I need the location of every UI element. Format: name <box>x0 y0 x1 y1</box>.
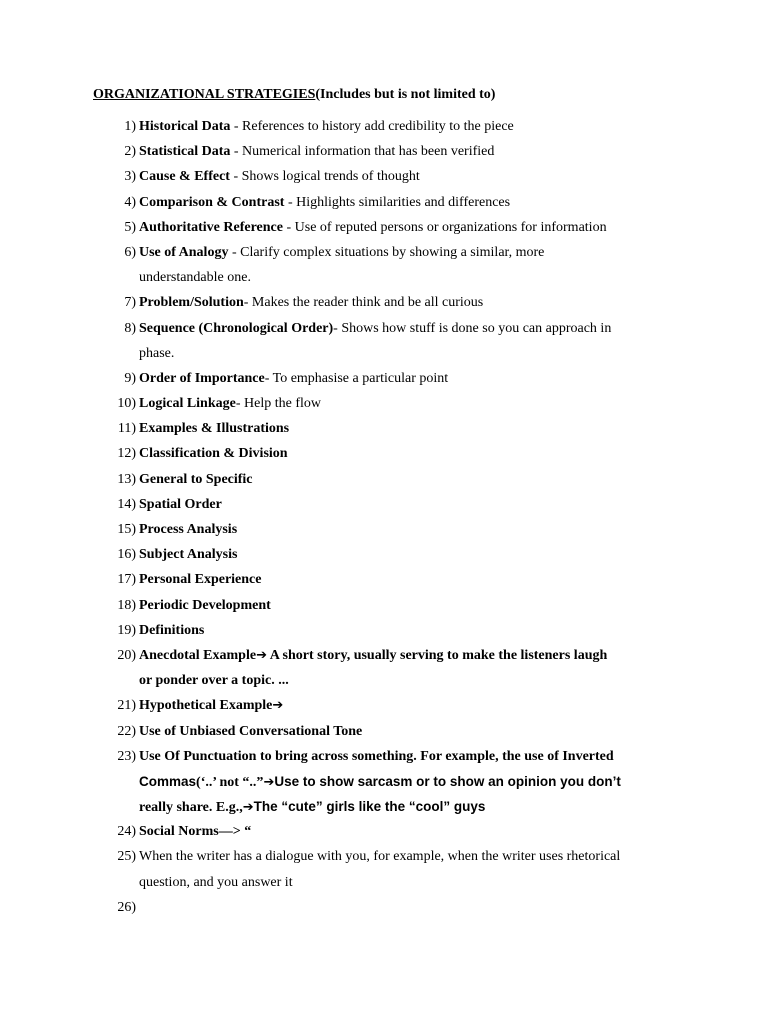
item-number: 17) <box>117 572 136 588</box>
list-item <box>0 542 768 567</box>
item-continuation: understandable one. <box>139 270 251 286</box>
item-term: Cause & Effect <box>139 169 230 185</box>
item-number: 6) <box>124 244 136 260</box>
item-description: - Numerical information that has been verified <box>230 144 495 160</box>
list-item <box>0 240 768 290</box>
item-description: - Shows logical trends of thought <box>229 169 420 185</box>
item-number: 1) <box>124 119 136 134</box>
item-description: - To emphasise a particular point <box>264 370 449 386</box>
item-number: 14) <box>117 496 136 512</box>
arrow-right-icon: ➔ <box>256 647 267 663</box>
item-term: Periodic Development <box>139 597 271 613</box>
arrow-right-icon: ➔ <box>242 800 254 816</box>
item-description: When the writer has a dialogue with you, for example, when the writer uses rhetorical <box>139 849 621 865</box>
item-term: Problem/Solution <box>139 295 244 311</box>
list-item <box>0 316 768 366</box>
list-item <box>0 643 768 693</box>
item-term: Use Of Punctuation to bring across something. For example, the use of Inverted <box>139 748 614 764</box>
item-term: Anecdotal Example <box>139 647 257 663</box>
item-continuation: or ponder over a topic. ... <box>139 673 289 689</box>
item-description: - Clarify complex situations by showing a similar, more <box>228 244 545 260</box>
item-number: 9) <box>124 370 136 386</box>
heading-title: ORGANIZATIONAL STRATEGIES <box>93 87 316 102</box>
list-item <box>0 416 768 441</box>
strategies-list <box>0 114 768 920</box>
item-number: 20) <box>117 647 136 663</box>
list-item <box>0 114 768 139</box>
list-item <box>0 139 768 164</box>
item-term: Sequence (Chronological Order) <box>139 320 334 336</box>
item-number: 21) <box>117 698 136 714</box>
item-term: Comparison & Contrast <box>139 194 285 210</box>
list-item <box>0 391 768 416</box>
item-description: - Shows how stuff is done so you can approach in <box>333 320 612 336</box>
item-number: 15) <box>117 522 136 537</box>
list-item <box>0 593 768 618</box>
item-term: Personal Experience <box>139 572 262 588</box>
item-number: 8) <box>124 320 136 336</box>
item-continuation: Commas(‘..’ not “..”➔Use to show sarcasm or to show an opinion you don’t <box>139 773 621 790</box>
list-item <box>0 441 768 466</box>
item-number: 13) <box>117 471 136 487</box>
item-description: A short story, usually serving to make the listeners laugh <box>266 647 608 663</box>
item-description: - Help the flow <box>235 396 322 412</box>
item-term: Subject Analysis <box>139 547 238 563</box>
list-item <box>0 164 768 189</box>
item-number: 25) <box>117 849 136 865</box>
item-number: 16) <box>117 547 136 563</box>
item-term: Spatial Order <box>139 496 222 512</box>
item-continuation: question, and you answer it <box>139 874 293 890</box>
item-term: Examples & Illustrations <box>139 421 290 437</box>
list-item <box>0 618 768 643</box>
item-number: 12) <box>117 446 136 462</box>
item-number: 5) <box>124 219 136 235</box>
heading-subtitle: (Includes but is not limited to) <box>315 87 496 102</box>
item-term: Authoritative Reference <box>139 219 283 235</box>
item-number: 4) <box>124 194 136 210</box>
item-term: Logical Linkage <box>139 396 236 412</box>
item-description: - Use of reputed persons or organizations for information <box>282 219 607 235</box>
item-continuation: really share. E.g.,➔The “cute” girls like the “cool” guys <box>139 799 486 816</box>
item-number: 18) <box>117 597 136 613</box>
list-item <box>0 895 768 920</box>
item-number: 11) <box>117 421 136 437</box>
item-term: General to Specific <box>139 471 253 487</box>
item-number: 23) <box>117 748 136 764</box>
list-item <box>0 844 768 894</box>
item-term: Classification & Division <box>139 446 288 462</box>
item-term: Hypothetical Example <box>139 698 273 714</box>
arrow-right-icon: ➔ <box>263 774 275 790</box>
item-number: 2) <box>124 144 136 160</box>
item-number: 7) <box>124 295 136 311</box>
item-continuation: phase. <box>139 345 175 361</box>
list-item <box>0 492 768 517</box>
item-number: 3) <box>124 169 136 185</box>
item-number: 26) <box>117 899 136 915</box>
arrow-right-icon: ➔ <box>272 698 284 714</box>
page-heading <box>93 87 495 103</box>
item-description: - References to history add credibility to the piece <box>230 119 514 134</box>
list-item <box>0 744 768 820</box>
item-number: 19) <box>117 622 136 638</box>
item-term: Use of Unbiased Conversational Tone <box>139 723 363 739</box>
list-item <box>0 819 768 844</box>
item-term: Social Norms <box>139 824 219 840</box>
list-item <box>0 215 768 240</box>
item-term: Definitions <box>139 622 205 638</box>
list-item <box>0 719 768 744</box>
item-term: Process Analysis <box>139 522 238 537</box>
list-item <box>0 693 768 718</box>
list-item <box>0 190 768 215</box>
item-term: Order of Importance <box>139 370 265 386</box>
item-description: —> “ <box>218 824 252 840</box>
item-term: Historical Data <box>139 119 231 134</box>
item-term: Statistical Data <box>139 144 231 160</box>
list-item <box>0 366 768 391</box>
item-number: 24) <box>117 824 136 840</box>
list-item <box>0 567 768 592</box>
list-item <box>0 467 768 492</box>
item-number: 10) <box>117 396 136 412</box>
item-term: Use of Analogy <box>139 244 229 260</box>
item-number: 22) <box>117 723 136 739</box>
list-item <box>0 290 768 315</box>
item-description: - Highlights similarities and differences <box>284 194 511 210</box>
item-description: - Makes the reader think and be all curious <box>243 295 484 311</box>
list-item <box>0 517 768 542</box>
